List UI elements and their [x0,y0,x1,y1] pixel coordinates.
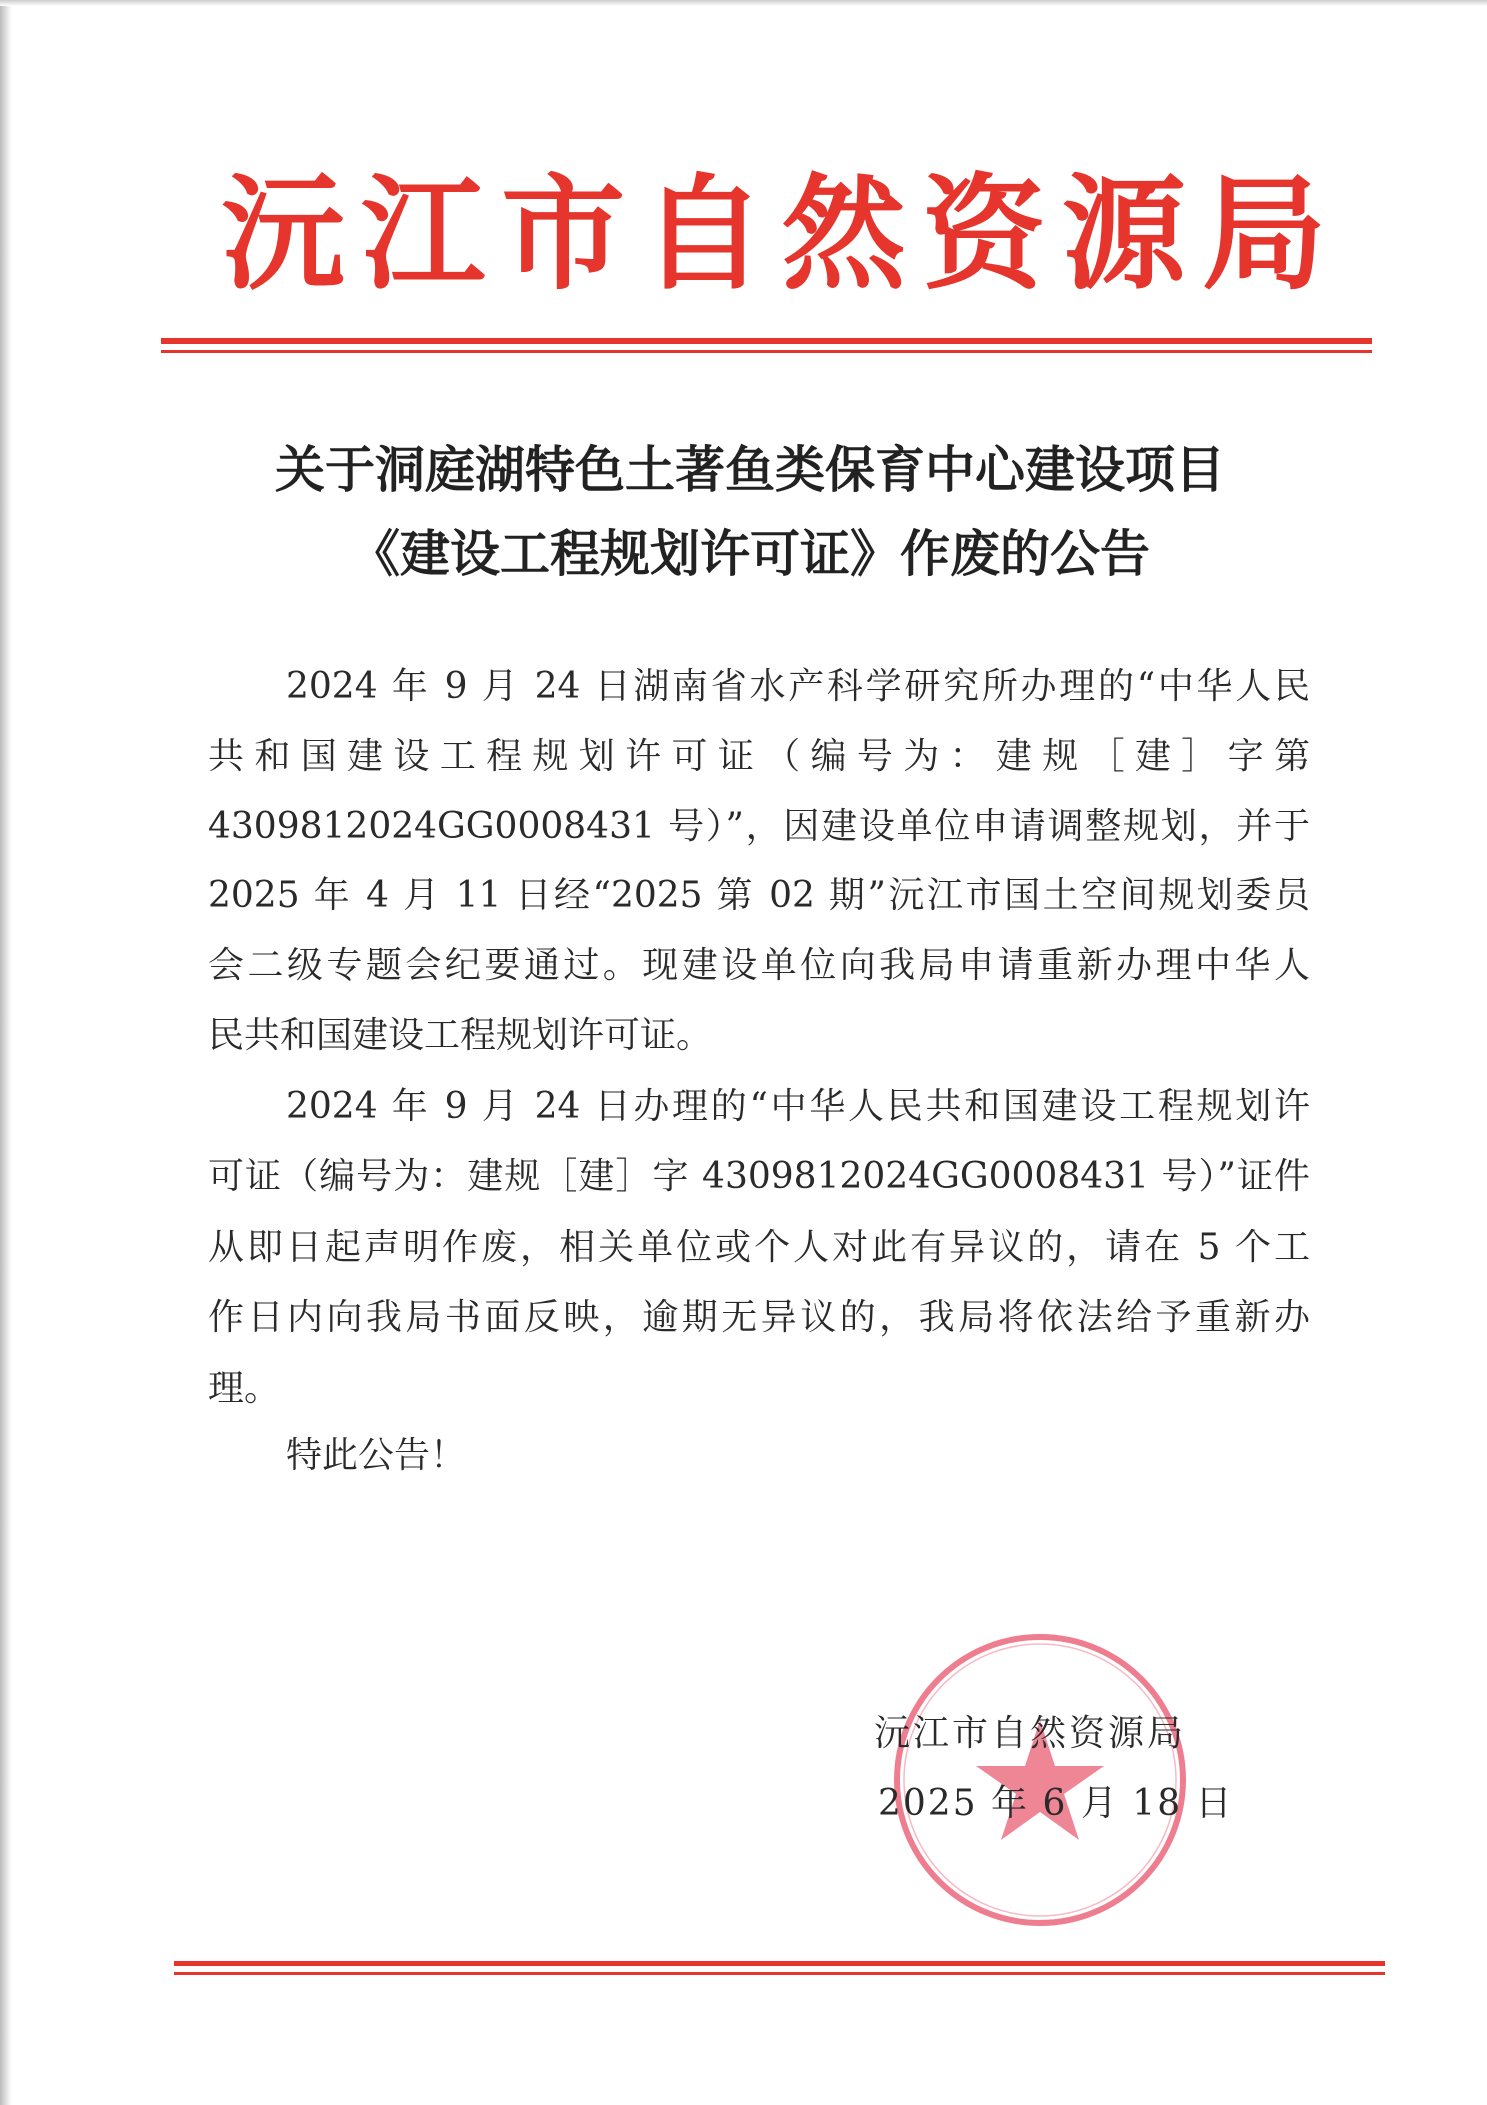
signature-org: 沅江市自然资源局 [874,1713,1187,1754]
letterhead-org-name: 沅江市自然资源局 [221,162,1326,307]
footer-rule-thin [174,1972,1385,1975]
official-seal [888,1628,1192,1932]
letterhead-rule-thin [161,350,1372,353]
signature-date: 2025 年 6 月 18 日 [878,1783,1234,1824]
body-line: 作日内向我局书面反映，逾期无异议的，我局将依法给予重新办 [208,1297,1310,1338]
notice-title-line-2: 《建设工程规划许可证》作废的公告 [350,524,1150,583]
footer-rule-thick [174,1961,1385,1966]
body-line: 2025 年 4 月 11 日经“2025 第 02 期”沅江市国土空间规划委员 [208,875,1310,916]
body-line: 共和国建设工程规划许可证（编号为：建规［建］字第 [208,736,1310,777]
body-line: 理。 [208,1368,281,1409]
scan-edge [0,0,12,2105]
closing-text: 特此公告！ [286,1435,467,1476]
scan-edge-top [0,0,1487,6]
body-line: 可证（编号为：建规［建］字 4309812024GG0008431 号）”证件 [208,1156,1310,1197]
body-line: 民共和国建设工程规划许可证。 [208,1015,713,1056]
notice-title-line-1: 关于洞庭湖特色土著鱼类保育中心建设项目 [275,440,1225,499]
body-line: 从即日起声明作废，相关单位或个人对此有异议的，请在 5 个工 [208,1227,1310,1268]
body-line: 会二级专题会纪要通过。现建设单位向我局申请重新办理中华人 [208,945,1310,986]
body-line: 2024 年 9 月 24 日办理的“中华人民共和国建设工程规划许 [286,1086,1310,1127]
letterhead-rule-thick [161,338,1372,344]
body-line: 4309812024GG0008431 号）”，因建设单位申请调整规划，并于 [208,806,1310,847]
body-line: 2024 年 9 月 24 日湖南省水产科学研究所办理的“中华人民 [286,666,1310,707]
